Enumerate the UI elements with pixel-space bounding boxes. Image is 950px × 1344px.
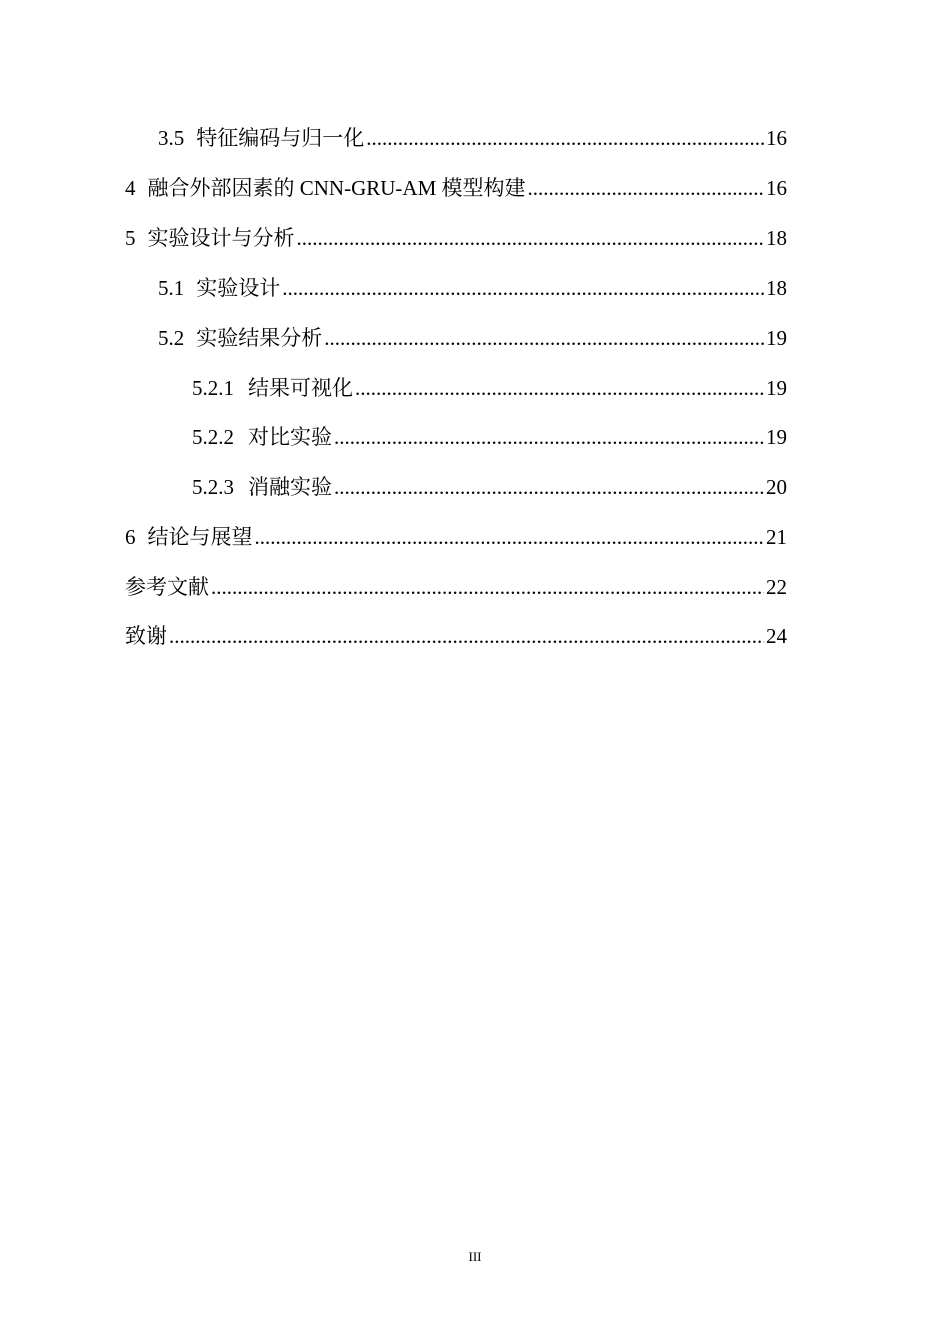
toc-entry-number: 6 (125, 525, 136, 549)
toc-dot-leader (211, 572, 764, 602)
toc-entry[interactable] (125, 223, 787, 253)
toc-entry[interactable] (158, 323, 787, 353)
page-number: III (468, 1249, 482, 1264)
toc-entry-title: 实验结果分析 (196, 326, 323, 350)
toc-entry-title: 融合外部因素的 CNN-GRU-AM 模型构建 (147, 176, 526, 200)
toc-dot-leader (255, 522, 765, 552)
toc-entry-title: 实验设计与分析 (147, 226, 295, 250)
toc-entry-title: 消融实验 (248, 475, 332, 499)
toc-dot-leader (528, 173, 765, 203)
toc-entry-number: 5.2.2 (192, 425, 234, 449)
toc-entry[interactable] (192, 373, 787, 403)
toc-dot-leader (334, 422, 764, 452)
toc-entry-number: 5.1 (158, 276, 185, 300)
toc-entry[interactable] (192, 422, 787, 452)
toc-entry-page: 18 (766, 226, 787, 250)
toc-entry-number: 3.5 (158, 126, 185, 150)
toc-dot-leader (297, 223, 765, 253)
toc-entry-number: 4 (125, 176, 136, 200)
toc-entry-page: 16 (766, 176, 787, 200)
toc-entry-page: 19 (766, 326, 787, 350)
toc-entry[interactable] (192, 472, 787, 502)
toc-dot-leader (169, 621, 764, 651)
toc-dot-leader (355, 373, 764, 403)
toc-entry-page: 16 (766, 126, 787, 150)
toc-dot-leader (282, 273, 764, 303)
toc-entry-number: 5.2.1 (192, 376, 234, 400)
toc-entry-number: 5.2.3 (192, 475, 234, 499)
toc-entry-title: 实验设计 (196, 276, 281, 300)
toc-entry-title: 结论与展望 (147, 525, 253, 549)
toc-entry-page: 20 (766, 475, 787, 499)
toc-entry-page: 24 (766, 624, 787, 648)
toc-entry-title: 对比实验 (248, 425, 332, 449)
toc-entry-page: 19 (766, 425, 787, 449)
toc-entry-number: 5.2 (158, 326, 185, 350)
toc-entry-title: 致谢 (125, 624, 167, 648)
toc-dot-leader (324, 323, 764, 353)
toc-entry-page: 22 (766, 575, 787, 599)
toc-entry-page: 18 (766, 276, 787, 300)
toc-dot-leader (366, 123, 764, 153)
toc-entry[interactable] (125, 572, 787, 602)
toc-entry[interactable] (125, 522, 787, 552)
toc-entry-page: 19 (766, 376, 787, 400)
toc-entry-page: 21 (766, 525, 787, 549)
toc-entry-title: 结果可视化 (248, 376, 353, 400)
toc-entry[interactable] (158, 123, 787, 153)
toc-entry-title: 特征编码与归一化 (196, 126, 365, 150)
toc-entry[interactable] (125, 173, 787, 203)
toc-entry[interactable] (158, 273, 787, 303)
toc-entry-number: 5 (125, 226, 136, 250)
toc-dot-leader (334, 472, 764, 502)
toc-entry[interactable] (125, 621, 787, 651)
toc-entry-title: 参考文献 (125, 575, 209, 599)
